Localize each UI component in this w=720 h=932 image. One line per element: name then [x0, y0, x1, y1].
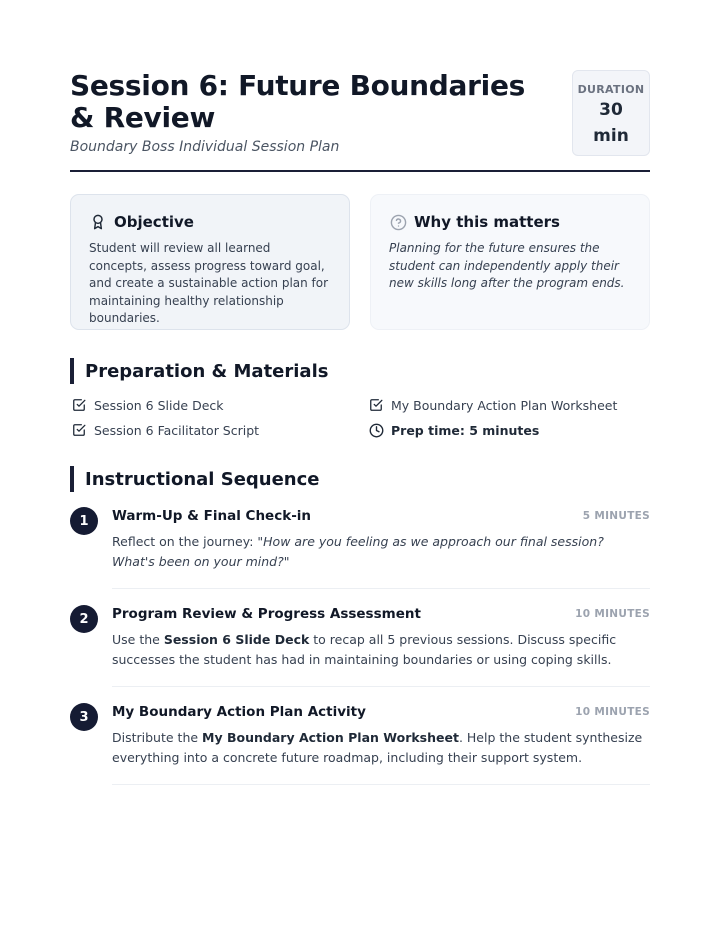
step-header: [112, 702, 650, 722]
step-title: Warm-Up & Final Check-in: [112, 508, 312, 524]
step-text: Distribute the: [112, 730, 203, 745]
step-item: [70, 506, 650, 589]
prep-time-label: Prep time: 5 minutes: [391, 422, 540, 438]
material-label: Session 6 Facilitator Script: [94, 422, 260, 438]
preparation-title: Preparation & Materials: [85, 360, 329, 382]
objective-title: Objective: [114, 213, 194, 231]
sequence-title: Instructional Sequence: [85, 468, 320, 490]
step-number: 2: [70, 605, 98, 633]
step-title: My Boundary Action Plan Activity: [112, 704, 366, 720]
step-item: [70, 702, 650, 785]
step-text: Reflect on the journey:: [112, 534, 258, 549]
step-text: to recap all 5 previous sessions. Discuss specific successes the student has had in maintaining boundaries or using coping skills.: [112, 632, 617, 667]
step-duration: 10 MINUTES: [575, 608, 650, 620]
step-number: 3: [70, 703, 98, 731]
title-block: [70, 70, 540, 155]
page-subtitle: Boundary Boss Individual Session Plan: [70, 139, 340, 155]
step-body: [112, 702, 650, 785]
step-material: Session 6 Slide Deck: [163, 632, 310, 647]
objective-card: [70, 194, 350, 330]
material-label: Session 6 Slide Deck: [94, 397, 224, 413]
material-label: My Boundary Action Plan Worksheet: [391, 397, 618, 413]
step-header: [112, 506, 650, 526]
step-item: [70, 604, 650, 687]
step-body: [112, 604, 650, 687]
page-title: Session 6: Future Boundaries & Review: [70, 69, 526, 134]
step-description: [112, 630, 650, 670]
step-header: [112, 604, 650, 624]
material-item: [70, 422, 367, 438]
check-square-icon: [367, 396, 385, 414]
duration-label: DURATION: [577, 83, 645, 96]
step-material: My Boundary Action Plan Worksheet: [202, 730, 459, 745]
objective-text: Student will review all learned concepts, assess progress toward goal, and create a sustainable action plan for maintaining healthy relationship boundaries.: [89, 241, 329, 325]
step-description: [112, 532, 650, 572]
check-square-icon: [70, 396, 88, 414]
duration-box: [572, 70, 650, 156]
prep-time: [367, 422, 650, 438]
why-title: Why this matters: [414, 213, 560, 231]
step-number: 1: [70, 507, 98, 535]
step-text: Use the: [112, 632, 164, 647]
step-duration: 10 MINUTES: [575, 706, 650, 718]
material-item: [367, 397, 650, 413]
material-item: [70, 397, 367, 413]
step-duration: 5 MINUTES: [582, 510, 650, 522]
why-text: Planning for the future ensures the student can independently apply their new skills long after the program ends.: [389, 241, 625, 290]
duration-unit: min: [593, 126, 629, 146]
step-text: . Help the student synthesize everything into a concrete future roadmap, including their support system.: [112, 730, 643, 765]
info-cards: [70, 194, 650, 330]
materials-list: [70, 397, 650, 438]
clock-icon: [367, 421, 385, 439]
duration-value: 30: [599, 100, 623, 120]
session-plan-page: [70, 70, 650, 800]
step-list: [70, 506, 650, 785]
award-ribbon-icon: [89, 213, 107, 231]
step-title: Program Review & Progress Assessment: [112, 606, 421, 622]
sequence-heading: [70, 466, 650, 492]
preparation-heading: [70, 358, 650, 384]
step-quote: "How are you feeling as we approach our final session? What's been on your mind?": [112, 534, 604, 569]
page-header: [70, 70, 650, 172]
objective-header: [89, 213, 331, 231]
check-square-icon: [70, 421, 88, 439]
step-body: [112, 506, 650, 589]
why-header: [389, 213, 631, 231]
help-circle-icon: [389, 213, 407, 231]
step-description: [112, 728, 650, 768]
why-card: [370, 194, 650, 330]
